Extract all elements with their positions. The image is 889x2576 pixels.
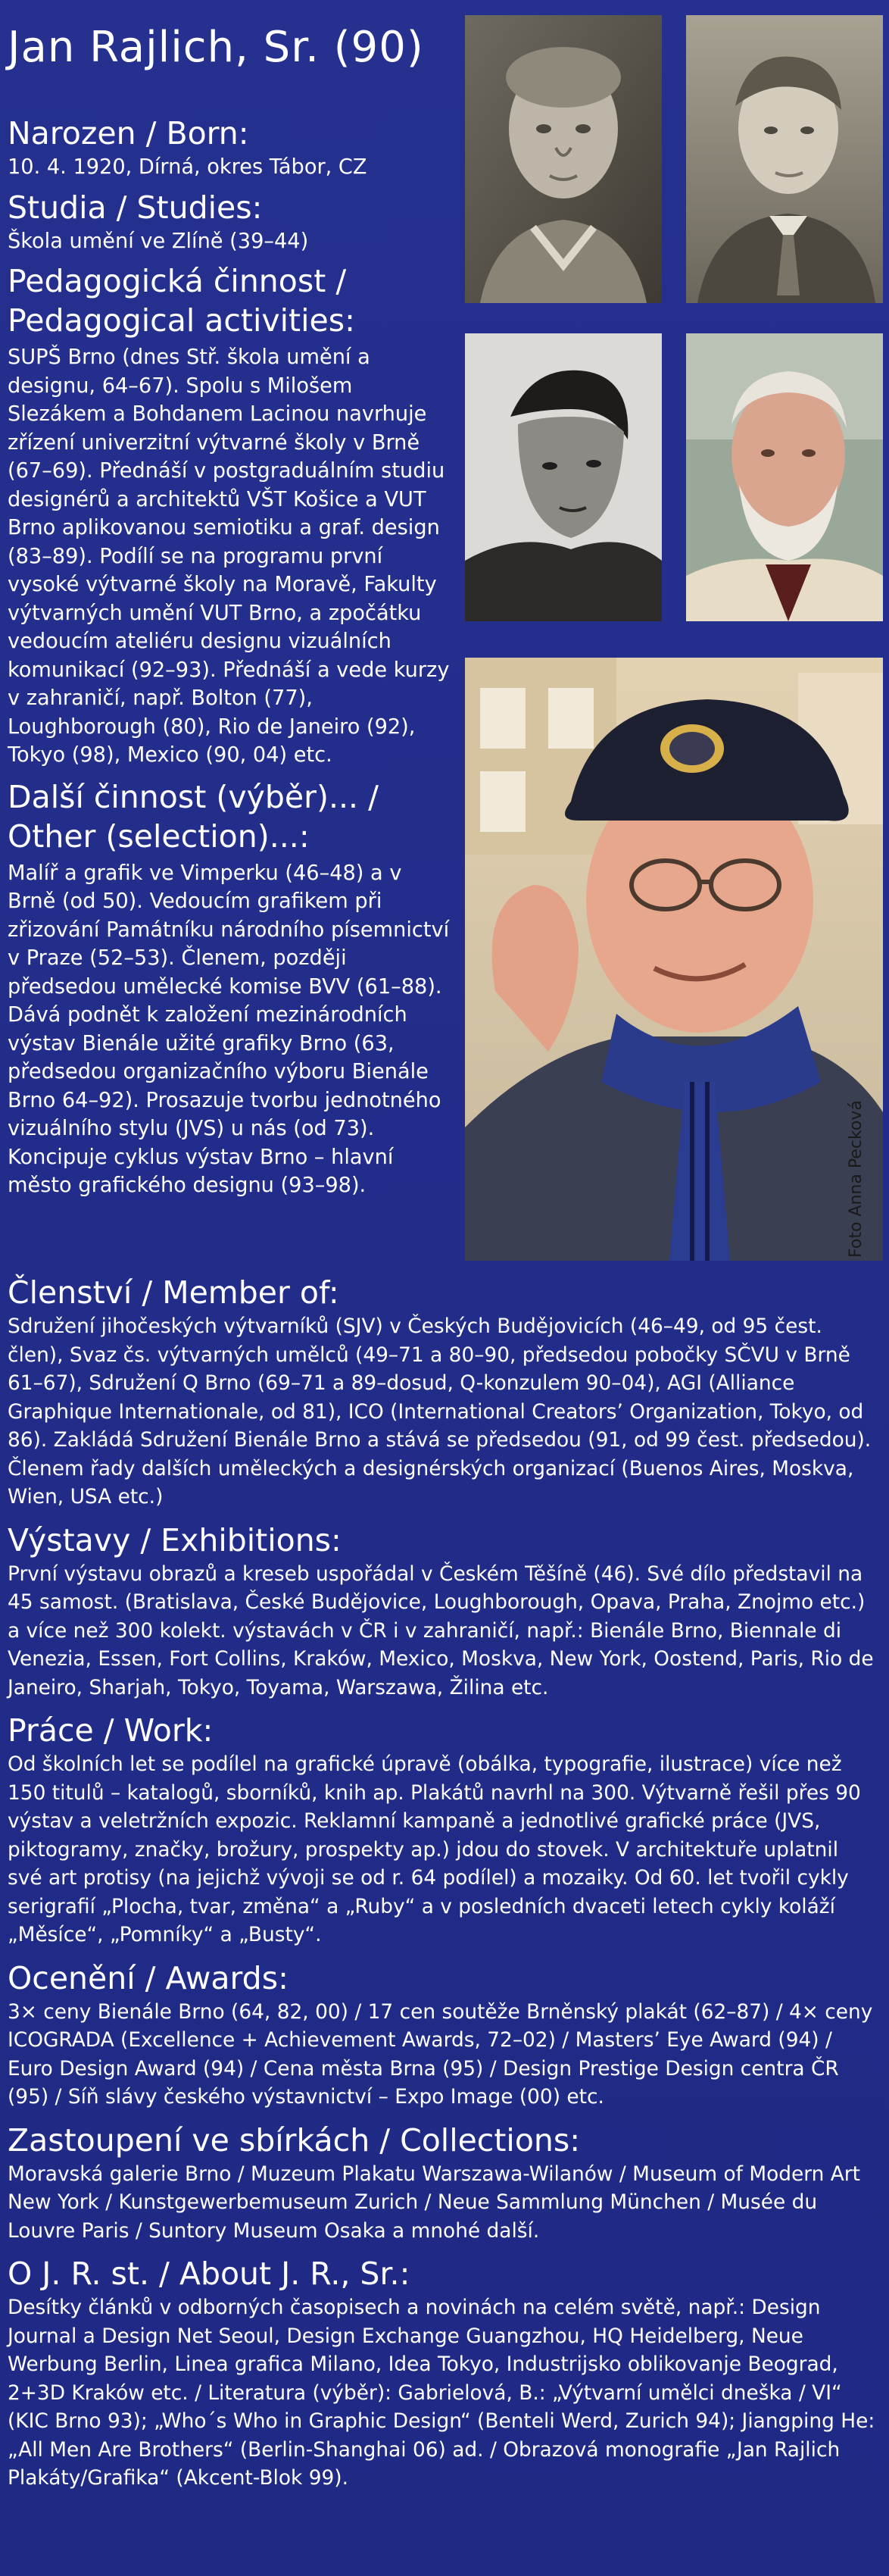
born-text: 10. 4. 1920, Dírná, okres Tábor, CZ	[8, 155, 367, 179]
section-about	[8, 2254, 878, 2493]
photo-credit	[847, 1100, 877, 1288]
exhibitions-text: První výstavu obrazů a kreseb uspořádal v Českém Těšíně (46). Své dílo představil na 45 samost. (Bratislava, České Budějovice, Loughborough, Opava, Praha, Znojmo etc.) a více než 300 kolekt. výstavách v ČR i v zahraničí, např.: Bienále Brno, Biennale di Venezia, Essen, Fort Collins, Kraków, Mexico, Moskva, New York, Oostend, Paris, Rio de Janeiro, Sharjah, Tokyo, Toyama, Warszawa, Žilina etc.	[8, 1562, 874, 1699]
photo-child-2	[686, 15, 883, 303]
photo-credit-text: Foto Anna Pecková	[847, 1100, 866, 1258]
membership-heading: Členství / Member of:	[8, 1274, 339, 1311]
teaching-heading: Pedagogická činnost / Pedagogical activities:	[8, 263, 355, 339]
full-width-sections	[8, 1273, 878, 2493]
section-collections	[8, 2121, 878, 2246]
work-heading: Práce / Work:	[8, 1712, 214, 1749]
page-title: Jan Rajlich, Sr. (90)	[8, 23, 424, 72]
work-text: Od školních let se podílel na grafické úpravě (obálka, typografie, ilustrace) více než 150 titulů – katalogů, sborníků, knih ap. Plakátů navrhl na 300. Výtvarně řešil přes 90 výstav a veletržních expozic. Reklamní kampaně a jednotlivé grafické práce (JVS, piktogramy, značky, brožury, prospekty ap.) jdou do stovek. V architektuře uplatnil své art protisy (na jejichž vývoji se od r. 64 podílel) a mozaiky. Od 60. let tvořil cykly serigrafií „Plocha, tvar, změna“ a „Ruby“ a v posledních dvaceti letech cykly koláží „Měsíce“, „Pomníky“ a „Busty“.	[8, 1752, 861, 1946]
collections-heading: Zastoupení ve sbírkách / Collections:	[8, 2121, 581, 2159]
section-studies	[8, 188, 456, 256]
section-exhibitions	[8, 1521, 878, 1702]
collections-text: Moravská galerie Brno / Muzeum Plakatu Warszawa-Wilanów / Museum of Modern Art New York / Kunstgewerbemuseum Zurich / Neue Sammlung München / Musée du Louvre Paris / Suntory Museum Osaka a mnohé další.	[8, 2162, 860, 2243]
section-other	[8, 777, 456, 1200]
born-heading: Narozen / Born:	[8, 115, 249, 152]
studies-text: Škola umění ve Zlíně (39–44)	[8, 229, 309, 253]
section-awards	[8, 1959, 878, 2112]
left-column	[8, 114, 456, 1200]
other-text: Malíř a grafik ve Vimperku (46–48) a v Brně (od 50). Vedoucím grafikem při zřizování Památníku národního písemnictví v Praze (52–53). Členem, později předsedou umělecké komise BVV (61–88). Dává podnět k založení mezinárodních výstav Bienále užité grafiky Brno (63, předsedou organizačního výboru Bienále Brno 64–92). Prosazuje tvorbu jednotného vizuálního stylu (JVS) u nás (od 73). Koncipuje cyklus výstav Brno – hlavní město grafického designu (93–98).	[8, 861, 450, 1197]
membership-text: Sdružení jihočeských výtvarníků (SJV) v Českých Budějovicích (46–49, od 95 čest. člen), Svaz čs. výtvarných umělců (49–71 a 80–90, předsedou pobočky SČVU v Brně 61–67), Sdružení Q Brno (69–71 a 89–dosud, Q-konzulem 90–04), AGI (Alliance Graphique Internationale, od 81), ICO (International Creators’ Organization, Tokyo, od 86). Zakládá Sdružení Bienále Brno a stává se předsedou (91, od 99 čest. předsedou). Členem řady dalších uměleckých a designérských organizací (Buenos Aires, Moskva, Wien, USA etc.)	[8, 1315, 872, 1508]
about-text: Desítky článků v odborných časopisech a novinách na celém světě, např.: Design Journal a Design Net Seoul, Design Exchange Guangzhou, HQ Heidelberg, Neue Werbung Berlin, Linea grafica Milano, Idea Tokyo, Industrijsko oblikovanje Beograd, 2+3D Kraków etc. / Literatura (výběr): Gabrielová, B.: „Výtvarní umělci dneška / VI“ (KIC Brno 93); „Who´s Who in Graphic Design“ (Benteli Werd, Zurich 94); Jiangping He: „All Men Are Brothers“ (Berlin-Shanghai 06) ad. / Obrazová monografie „Jan Rajlich Plakáty/Grafika“ (Akcent-Blok 99).	[8, 2296, 875, 2490]
other-heading: Další činnost (výběr)... / Other (selection)...:	[8, 778, 379, 855]
studies-heading: Studia / Studies:	[8, 189, 263, 226]
awards-heading: Ocenění / Awards:	[8, 1959, 289, 1996]
section-teaching	[8, 261, 456, 770]
photo-portrait-cap	[465, 658, 883, 1261]
about-heading: O J. R. st. / About J. R., Sr.:	[8, 2256, 410, 2292]
section-born	[8, 114, 456, 182]
section-work	[8, 1711, 878, 1949]
awards-text: 3× ceny Bienále Brno (64, 82, 00) / 17 cen soutěže Brněnský plakát (62–87) / 4× ceny ICOGRADA (Excellence + Achievement Awards, 72–02) / Masters’ Eye Award (94) / Euro Design Award (94) / Cena města Brna (95) / Design Prestige Design centra ČR (95) / Síň slávy českého výstavnictví – Expo Image (00) etc.	[8, 1999, 873, 2109]
exhibitions-heading: Výstavy / Exhibitions:	[8, 1521, 342, 1558]
photo-young-man	[465, 333, 662, 621]
photo-child-1	[465, 15, 662, 303]
section-membership	[8, 1273, 878, 1512]
photo-old-man-color	[686, 333, 883, 621]
teaching-text: SUPŠ Brno (dnes Stř. škola umění a designu, 64–67). Spolu s Milošem Slezákem a Bohdanem Lacinou navrhuje zřízení univerzitní výtvarné školy v Brně (67–69). Přednáší v postgraduálním studiu designérů a architektů VŠT Košice a VUT Brno aplikovanou semiotiku a graf. design (83–89). Podílí se na programu první vysoké výtvarné školy na Moravě, Fakulty výtvarných umění VUT Brno, a zpočátku vedoucím ateliéru designu vizuálních komunikací (92–93). Přednáší a vede kurzy v zahraničí, např. Bolton (77), Loughborough (80), Rio de Janeiro (92), Tokyo (98), Mexico (90, 04) etc.	[8, 345, 450, 767]
